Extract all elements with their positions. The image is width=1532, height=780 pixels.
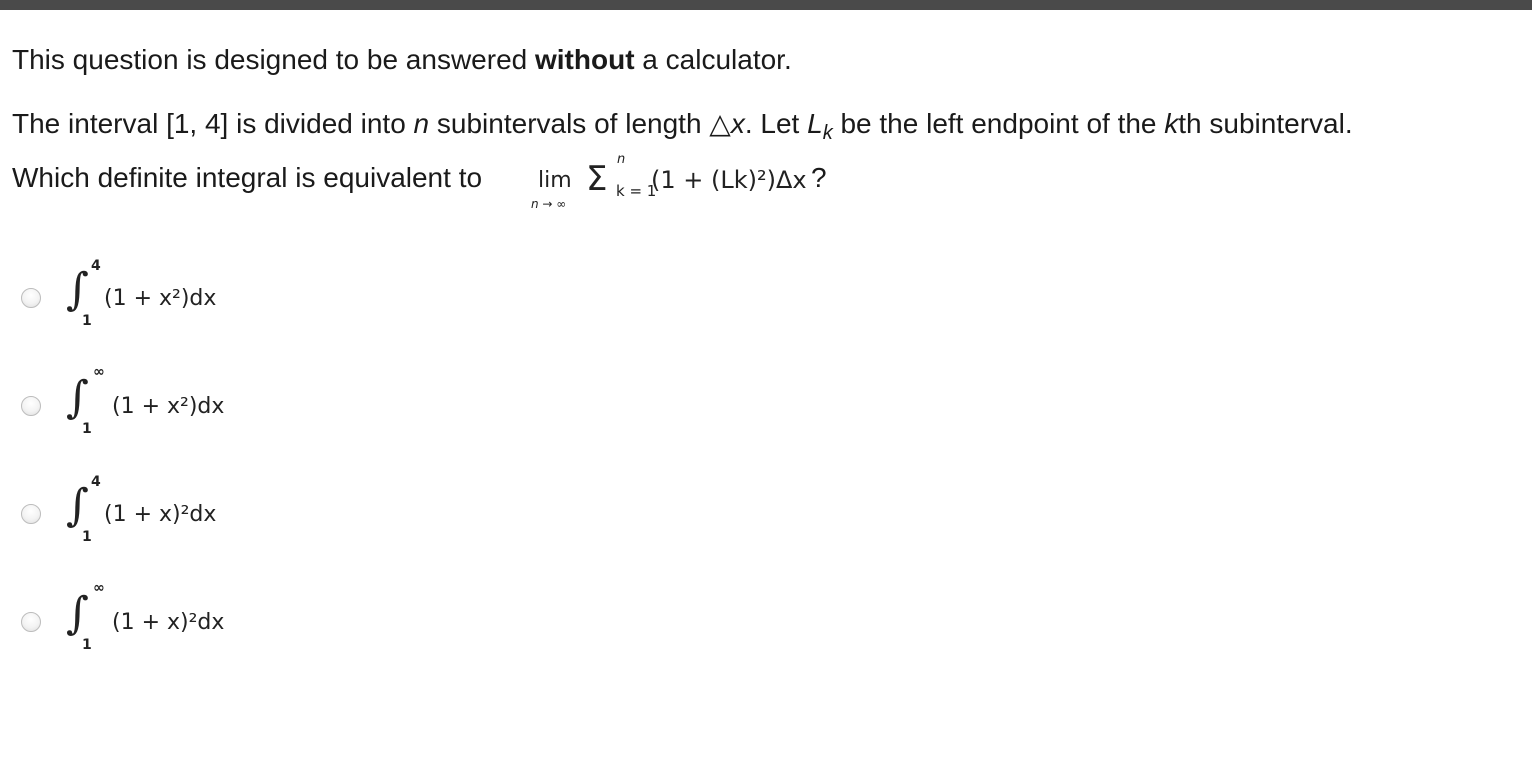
integral-upper-bound: ∞ — [93, 364, 105, 380]
radio-button[interactable] — [21, 288, 41, 308]
sigma-upper: n — [617, 152, 626, 167]
integral-lower-bound: 1 — [82, 529, 92, 545]
question-text: The interval [1, 4] is divided into n subintervals of length △x. Let $L_k$ be the left endpoint of the kth subinterval. — [12, 108, 1353, 144]
integral-icon: ∫ — [66, 480, 89, 531]
question-mark: ? — [811, 162, 827, 193]
sigma-symbol: Σ — [586, 159, 608, 199]
sum-body: (1 + (Lk)²)Δx — [651, 166, 807, 194]
integrand: (1 + x)²dx — [112, 610, 225, 635]
calculator-notice: This question is designed to be answered without a calculator. — [12, 44, 792, 75]
answer-option-1[interactable] — [0, 258, 400, 338]
integral-lower-bound: 1 — [82, 421, 92, 437]
answer-option-3[interactable] — [0, 474, 400, 554]
integral-upper-bound: 4 — [91, 258, 101, 274]
limit-subscript: n → ∞ — [531, 197, 567, 211]
integrand: (1 + x²)dx — [104, 286, 217, 311]
sigma-lower: k = 1 — [616, 182, 657, 200]
integrand: (1 + x²)dx — [112, 394, 225, 419]
radio-button[interactable] — [21, 504, 41, 524]
top-bar — [0, 0, 1532, 10]
integral-icon: ∫ — [66, 588, 89, 639]
integral-lower-bound: 1 — [82, 313, 92, 329]
integral-icon: ∫ — [66, 372, 89, 423]
radio-button[interactable] — [21, 612, 41, 632]
integral-upper-bound: 4 — [91, 474, 101, 490]
radio-button[interactable] — [21, 396, 41, 416]
integral-upper-bound: ∞ — [93, 580, 105, 596]
integral-icon: ∫ — [66, 264, 89, 315]
question-prompt: Which definite integral is equivalent to — [12, 162, 483, 193]
answer-option-4[interactable] — [0, 582, 400, 662]
answer-option-2[interactable] — [0, 366, 400, 446]
limit-label: lim — [538, 168, 572, 193]
integrand: (1 + x)²dx — [104, 502, 217, 527]
integral-lower-bound: 1 — [82, 637, 92, 653]
